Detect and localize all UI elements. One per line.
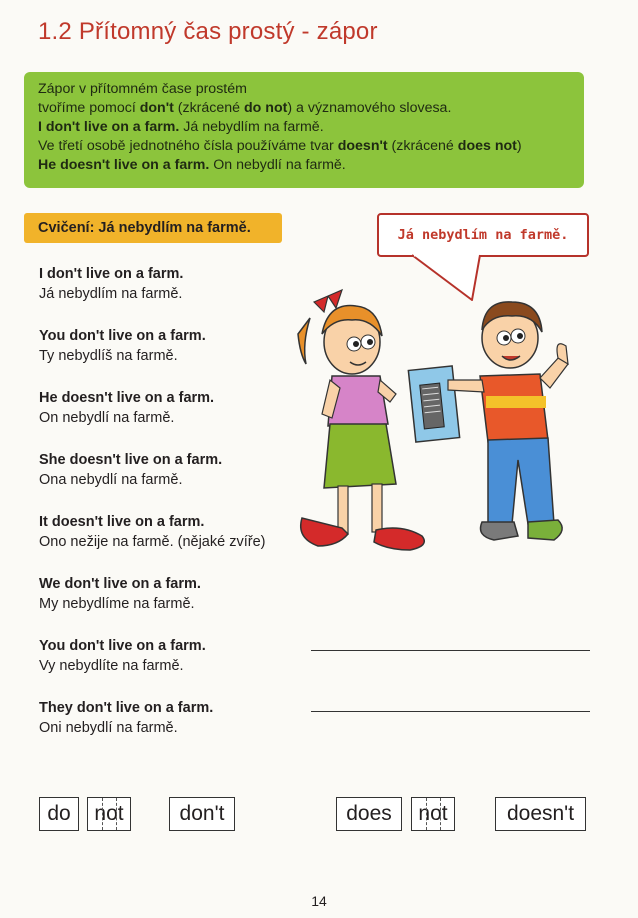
page-number: 14 <box>311 893 327 909</box>
sentence-pair <box>39 575 299 637</box>
tile-does: does <box>336 797 402 831</box>
czech-translation: Ty nebydlíš na farmě. <box>39 348 178 364</box>
rule-line-1: Zápor v přítomném čase prostém <box>38 81 247 97</box>
sentence-pair <box>39 265 299 327</box>
english-sentence: It doesn't live on a farm. <box>39 514 205 530</box>
tile-dont: don't <box>169 797 235 831</box>
sentence-pair <box>39 637 299 699</box>
sentence-pair <box>39 327 299 389</box>
english-sentence: You don't live on a farm. <box>39 328 206 344</box>
czech-translation: Vy nebydlíte na farmě. <box>39 658 184 674</box>
english-sentence: I don't live on a farm. <box>39 266 184 282</box>
tile-not: not <box>411 797 455 831</box>
rule-line-2: tvoříme pomocí don't (zkrácené do not) a významového slovesa. <box>38 100 452 116</box>
girl-figure <box>298 290 424 550</box>
writing-line[interactable] <box>311 711 590 712</box>
sentence-list <box>39 265 299 761</box>
czech-translation: Ono nežije na farmě. (nějaké zvíře) <box>39 534 266 550</box>
czech-translation: Oni nebydlí na farmě. <box>39 720 178 736</box>
building-picture <box>408 366 459 442</box>
tile-do: do <box>39 797 79 831</box>
czech-translation: Já nebydlím na farmě. <box>39 286 183 302</box>
boy-figure <box>448 302 568 540</box>
tile-not: not <box>87 797 131 831</box>
writing-line[interactable] <box>311 650 590 651</box>
speech-bubble: Já nebydlím na farmě. <box>377 213 589 257</box>
exercise-label: Cvičení: Já nebydlím na farmě. <box>24 213 282 243</box>
sentence-pair <box>39 389 299 451</box>
sentence-pair <box>39 513 299 575</box>
children-illustration <box>292 284 592 584</box>
czech-translation: Ona nebydlí na farmě. <box>39 472 183 488</box>
english-sentence: They don't live on a farm. <box>39 700 214 716</box>
sentence-pair <box>39 699 299 761</box>
page-title: 1.2 Přítomný čas prostý - zápor <box>38 18 378 45</box>
rule-line-5: He doesn't live on a farm. On nebydlí na farmě. <box>38 157 346 173</box>
rule-line-3: I don't live on a farm. Já nebydlím na farmě. <box>38 119 324 135</box>
grammar-rule-box <box>24 72 584 188</box>
english-sentence: We don't live on a farm. <box>39 576 201 592</box>
english-sentence: He doesn't live on a farm. <box>39 390 215 406</box>
czech-translation: On nebydlí na farmě. <box>39 410 175 426</box>
english-sentence: You don't live on a farm. <box>39 638 206 654</box>
sentence-pair <box>39 451 299 513</box>
tile-doesnt: doesn't <box>495 797 586 831</box>
czech-translation: My nebydlíme na farmě. <box>39 596 195 612</box>
english-sentence: She doesn't live on a farm. <box>39 452 223 468</box>
rule-line-4: Ve třetí osobě jednotného čísla používáme tvar doesn't (zkrácené does not) <box>38 138 522 154</box>
